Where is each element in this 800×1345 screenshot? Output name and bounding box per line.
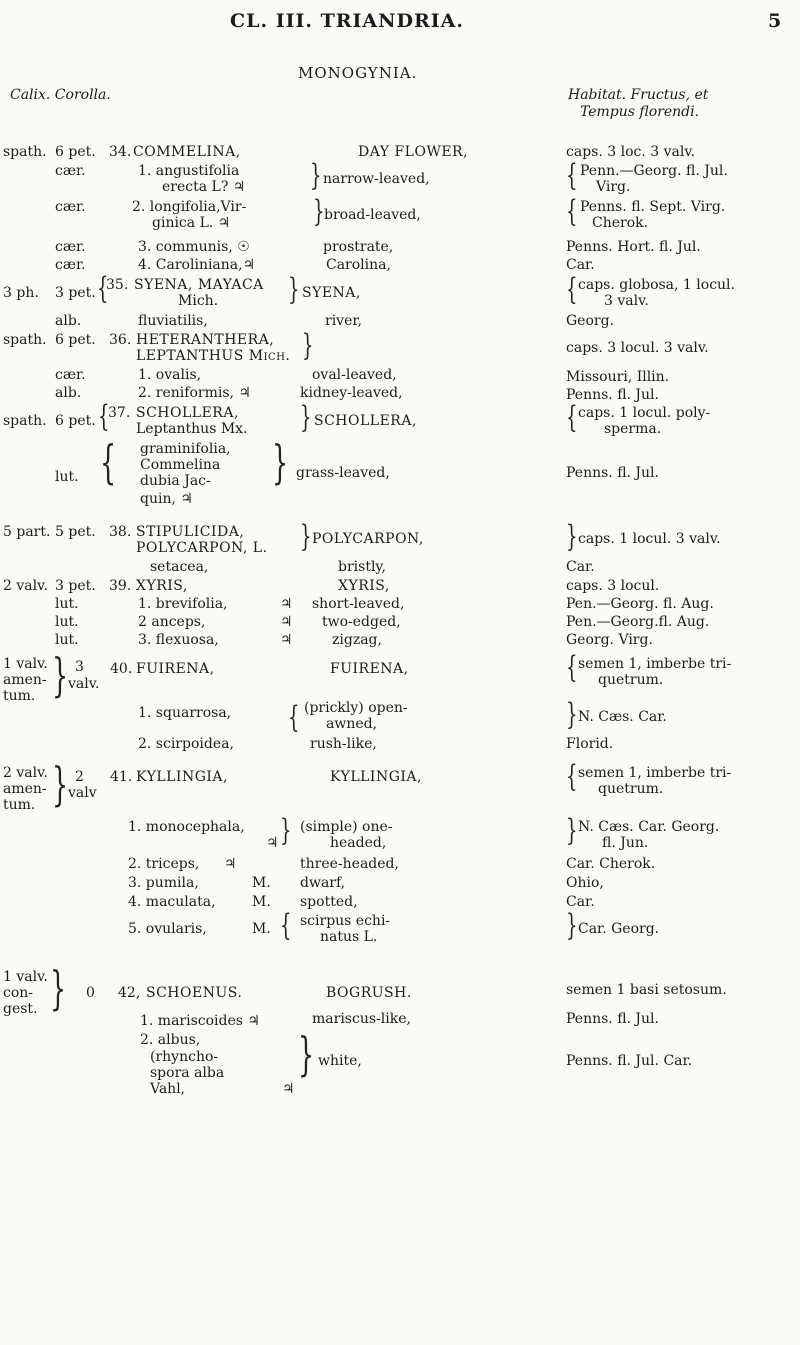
brace: } — [300, 519, 312, 554]
page-number: 5 — [768, 10, 783, 32]
calix-cell: 5 part. — [3, 524, 51, 540]
genus-name: SCHOLLERA, — [136, 405, 239, 421]
common-name: bristly, — [338, 559, 386, 575]
calix-cell: cær. — [55, 367, 86, 383]
corolla-cell: lut. — [55, 632, 79, 648]
brace: { — [566, 759, 578, 794]
habitat-cell: Pen.—Georg. fl. Aug. — [566, 596, 714, 612]
species-name: graminifolia, — [140, 441, 231, 457]
habitat-cell: Car. — [566, 894, 595, 910]
brace: { — [566, 650, 578, 685]
brace: } — [300, 400, 312, 435]
habitat-cell: Georg. Virg. — [566, 632, 653, 648]
species-name: 3. communis, ☉ — [138, 239, 250, 255]
genus-name-cont: Mich. — [178, 293, 219, 309]
species-name: 1. angustifolia — [138, 163, 240, 179]
genus-number: 39. — [109, 578, 132, 594]
common-name: short-leaved, — [312, 596, 405, 612]
habitat-cell: Car. — [566, 559, 595, 575]
common-name: kidney-leaved, — [300, 385, 403, 401]
brace: } — [298, 1027, 315, 1081]
habitat-cell: caps. 3 loc. 3 valv. — [566, 144, 696, 160]
common-name: spotted, — [300, 894, 358, 910]
common-name: two-edged, — [322, 614, 401, 630]
species-name: setacea, — [150, 559, 209, 575]
habitat-cell: Penns. fl. Sept. Virg. — [580, 199, 726, 215]
species-name-cont: Commelina — [140, 457, 221, 473]
right-column-heading-line2: Tempus florendi. — [580, 104, 700, 120]
genus-name: SYENA, MAYACA — [134, 277, 264, 293]
habitat-cell: Car. Cherok. — [566, 856, 656, 872]
species-name-cont: erecta L? ♃ — [162, 179, 246, 195]
brace: } — [566, 813, 578, 848]
species-name: 4. Caroliniana,♃ — [138, 257, 256, 273]
common-name: XYRIS, — [338, 578, 390, 594]
duration-symbol: M. — [252, 894, 271, 910]
corolla-cell: 2 — [75, 769, 84, 785]
habitat-cell: N. Cæs. Car. Georg. — [578, 819, 720, 835]
common-name: SCHOLLERA, — [314, 413, 417, 429]
common-name: dwarf, — [300, 875, 346, 891]
habitat-cell-cont: Virg. — [596, 179, 631, 195]
species-name: 2. reniformis, ♃ — [138, 385, 251, 401]
habitat-cell: caps. 3 locul. — [566, 578, 660, 594]
habitat-cell: caps. 1 locul. poly- — [578, 405, 711, 421]
brace: } — [566, 519, 578, 554]
species-name: 2. triceps, — [128, 856, 200, 872]
common-name: (prickly) open- — [304, 700, 408, 716]
species-name-cont: dubia Jac- — [140, 473, 211, 489]
calix-cell-cont: tum. — [3, 797, 36, 813]
corolla-cell: 6 pet. — [55, 413, 96, 429]
genus-name: FUIRENA, — [136, 661, 215, 677]
duration-symbol: ♃ — [280, 614, 293, 630]
right-column-heading-line1: Habitat. Fructus, et — [568, 87, 709, 103]
common-name: narrow-leaved, — [323, 171, 430, 187]
calix-cell: alb. — [55, 313, 82, 329]
common-name: scirpus echi- — [300, 913, 391, 929]
habitat-cell: Ohio, — [566, 875, 604, 891]
section-subtitle: MONOGYNIA. — [298, 64, 418, 82]
species-name: 3. pumila, — [128, 875, 199, 891]
habitat-cell: Georg. — [566, 313, 615, 329]
corolla-cell-cont: valv — [68, 785, 97, 801]
calix-cell: cær. — [55, 257, 86, 273]
duration-symbol: ♃ — [280, 596, 293, 612]
brace: { — [280, 908, 292, 943]
habitat-cell: Car. Georg. — [578, 921, 660, 937]
common-name: oval-leaved, — [312, 367, 397, 383]
species-name: 4. maculata, — [128, 894, 216, 910]
brace: } — [52, 757, 69, 811]
calix-cell: spath. — [3, 144, 47, 160]
calix-cell: cær. — [55, 163, 86, 179]
brace: { — [97, 271, 109, 306]
common-name: SYENA, — [302, 285, 361, 301]
duration-symbol: ♃ — [280, 632, 293, 648]
brace: { — [566, 194, 578, 229]
brace: { — [98, 399, 110, 434]
brace: } — [313, 194, 325, 229]
habitat-cell: semen 1, imberbe tri- — [578, 765, 732, 781]
calix-cell: 2 valv. — [3, 765, 48, 781]
habitat-cell: Missouri, Illin. — [566, 369, 670, 385]
genus-number: 40. — [110, 661, 133, 677]
calix-cell-cont: amen- — [3, 781, 47, 797]
brace: { — [566, 272, 578, 307]
habitat-cell-cont: quetrum. — [598, 781, 664, 797]
genus-name: XYRIS, — [136, 578, 188, 594]
habitat-cell: Penns. fl. Jul. — [566, 387, 659, 403]
habitat-cell: caps. globosa, 1 locul. — [578, 277, 735, 293]
genus-number: 37. — [108, 405, 131, 421]
genus-number: 35. — [106, 277, 129, 293]
species-name: 2. albus, — [140, 1032, 201, 1048]
brace: { — [288, 700, 300, 735]
habitat-cell: Penns. Hort. fl. Jul. — [566, 239, 701, 255]
common-name: broad-leaved, — [324, 207, 421, 223]
habitat-cell-cont: Cherok. — [592, 215, 649, 231]
habitat-cell: Florid. — [566, 736, 614, 752]
habitat-cell: semen 1 basi setosum. — [566, 982, 727, 998]
corolla-cell: 6 pet. — [55, 144, 96, 160]
common-name: POLYCARPON, — [312, 531, 424, 547]
corolla-cell: lut. — [55, 614, 79, 630]
calix-cell-cont: con- — [3, 985, 34, 1001]
common-name: mariscus-like, — [312, 1011, 411, 1027]
calix-cell-cont: gest. — [3, 1001, 38, 1017]
common-name: BOGRUSH. — [326, 985, 412, 1001]
species-name: 2. scirpoidea, — [138, 736, 234, 752]
habitat-cell-cont: quetrum. — [598, 672, 664, 688]
species-name: 1. ovalis, — [138, 367, 202, 383]
species-name: 5. ovularis, — [128, 921, 207, 937]
common-name: grass-leaved, — [296, 465, 390, 481]
species-name: 1. monocephala, — [128, 819, 245, 835]
genus-name: COMMELINA, — [133, 144, 241, 160]
common-name-cont: natus L. — [320, 929, 378, 945]
genus-name-cont: Leptanthus Mx. — [136, 421, 248, 437]
brace: { — [566, 400, 578, 435]
corolla-cell: 6 pet. — [55, 332, 96, 348]
common-name: river, — [325, 313, 362, 329]
duration-symbol: M. — [252, 875, 271, 891]
corolla-cell: 3 pet. — [55, 578, 96, 594]
brace: { — [566, 158, 578, 193]
common-name: zigzag, — [332, 632, 382, 648]
calix-cell: spath. — [3, 413, 47, 429]
corolla-cell-cont: valv. — [68, 676, 100, 692]
genus-number: 41. — [110, 769, 133, 785]
brace: } — [310, 158, 322, 193]
corolla-cell: 0 — [86, 985, 95, 1001]
calix-cell: 3 ph. — [3, 285, 39, 301]
common-name-cont: awned, — [326, 716, 378, 732]
corolla-cell: 5 pet. — [55, 524, 96, 540]
species-name-cont: quin, ♃ — [140, 491, 193, 507]
genus-number: 34. — [109, 144, 132, 160]
brace: } — [302, 328, 314, 363]
habitat-cell: caps. 3 locul. 3 valv. — [566, 340, 709, 356]
left-column-heading: Calix. Corolla. — [10, 87, 111, 103]
species-name: 1. mariscoides ♃ — [140, 1013, 260, 1029]
duration-symbol: M. — [252, 921, 271, 937]
common-name-cont: headed, — [330, 835, 387, 851]
species-name-cont: ginica L. ♃ — [152, 215, 231, 231]
calix-cell: 1 valv. — [3, 656, 48, 672]
genus-name: SCHOENUS. — [146, 985, 243, 1001]
duration-symbol: ♃ — [224, 856, 237, 872]
calix-cell: lut. — [55, 469, 79, 485]
brace: } — [288, 272, 300, 307]
calix-cell-cont: tum. — [3, 688, 36, 704]
genus-name: STIPULICIDA, — [136, 524, 245, 540]
page-title: CL. III. TRIANDRIA. — [230, 10, 465, 32]
habitat-cell: Penns. fl. Jul. — [566, 465, 659, 481]
genus-name-cont: POLYCARPON, L. — [136, 540, 268, 556]
brace: } — [566, 697, 578, 732]
species-name: 1. brevifolia, — [138, 596, 228, 612]
duration-symbol: ♃ — [266, 835, 279, 851]
species-name: 2. longifolia,Vir- — [132, 199, 247, 215]
habitat-cell: Penns. fl. Jul. — [566, 1011, 659, 1027]
common-name: three-headed, — [300, 856, 399, 872]
habitat-cell-cont: 3 valv. — [604, 293, 649, 309]
genus-number: 36. — [109, 332, 132, 348]
brace: } — [50, 961, 67, 1015]
habitat-cell: semen 1, imberbe tri- — [578, 656, 732, 672]
common-name: KYLLINGIA, — [330, 769, 422, 785]
habitat-cell: Penn.—Georg. fl. Jul. — [580, 163, 728, 179]
calix-cell-cont: amen- — [3, 672, 47, 688]
species-name-cont: spora alba — [150, 1065, 225, 1081]
calix-cell: 1 valv. — [3, 969, 48, 985]
common-name: prostrate, — [323, 239, 394, 255]
genus-name: HETERANTHERA, — [136, 332, 275, 348]
corolla-cell: 3 — [75, 659, 84, 675]
species-name: 2 anceps, — [138, 614, 206, 630]
corolla-cell: 3 pet. — [55, 285, 96, 301]
habitat-cell: N. Cæs. Car. — [578, 709, 667, 725]
common-name: rush-like, — [310, 736, 377, 752]
calix-cell: cær. — [55, 239, 86, 255]
genus-number: 42, — [118, 985, 141, 1001]
species-name: 1. squarrosa, — [138, 705, 232, 721]
genus-name-cont: LEPTANTHUS Mich. — [136, 348, 291, 364]
calix-cell: alb. — [55, 385, 82, 401]
common-name: FUIRENA, — [330, 661, 409, 677]
corolla-cell: lut. — [55, 596, 79, 612]
habitat-cell-cont: sperma. — [604, 421, 662, 437]
brace: } — [272, 435, 289, 489]
common-name: white, — [318, 1053, 362, 1069]
species-name: 3. flexuosa, — [138, 632, 219, 648]
habitat-cell-cont: fl. Jun. — [602, 835, 649, 851]
duration-symbol: ♃ — [282, 1081, 295, 1097]
habitat-cell: caps. 1 locul. 3 valv. — [578, 531, 721, 547]
calix-cell: cær. — [55, 199, 86, 215]
species-name-cont: Vahl, — [150, 1081, 186, 1097]
brace: } — [566, 908, 578, 943]
brace: } — [52, 648, 69, 702]
common-name: Carolina, — [326, 257, 391, 273]
genus-name: KYLLINGIA, — [136, 769, 228, 785]
habitat-cell: Penns. fl. Jul. Car. — [566, 1053, 693, 1069]
genus-number: 38. — [109, 524, 132, 540]
brace: { — [100, 435, 117, 489]
calix-cell: 2 valv. — [3, 578, 48, 594]
calix-cell: spath. — [3, 332, 47, 348]
brace: } — [280, 813, 292, 848]
common-name: (simple) one- — [300, 819, 393, 835]
common-name: DAY FLOWER, — [358, 144, 469, 160]
species-name-cont: (rhyncho- — [150, 1049, 219, 1065]
species-name: fluviatilis, — [138, 313, 208, 329]
habitat-cell: Pen.—Georg.fl. Aug. — [566, 614, 710, 630]
habitat-cell: Car. — [566, 257, 595, 273]
